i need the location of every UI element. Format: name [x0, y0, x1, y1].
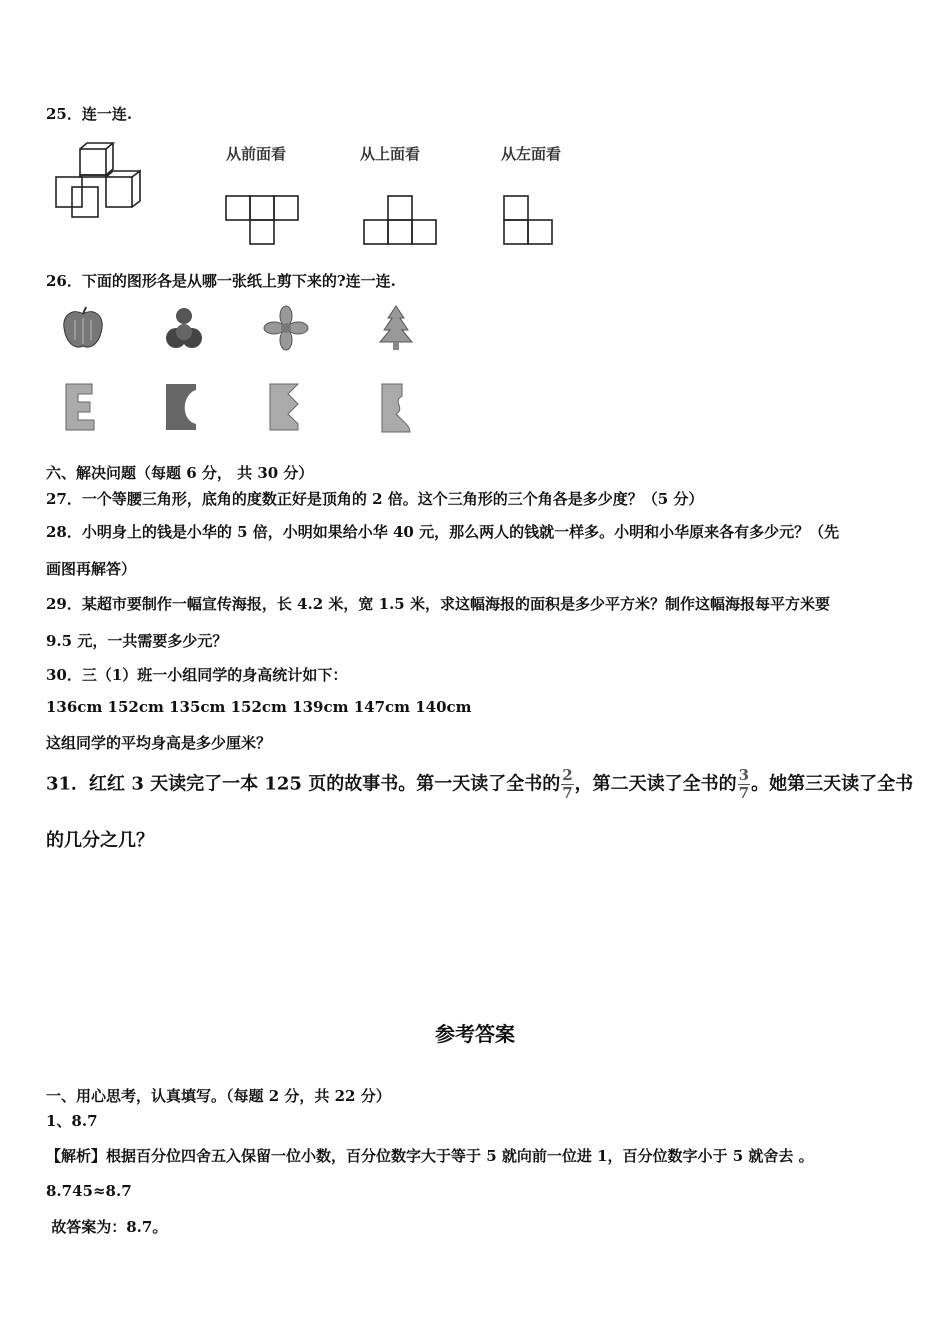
- fraction-three-sevenths: $\frac{3}{7}$: [738, 766, 750, 802]
- answer-final: 故答案为：8.7。: [46, 1218, 168, 1236]
- answer-item1: 1、8.7: [46, 1112, 98, 1130]
- q27-text: 27．一个等腰三角形，底角的度数正好是顶角的 2 倍。这个三角形的三个角各是多少度？（5 分）: [46, 490, 704, 508]
- answers-title: 参考答案: [435, 1022, 515, 1046]
- front-view-figure: [224, 194, 304, 246]
- q31-part2: ，第二天读了全书的: [574, 773, 737, 795]
- fraction-two-sevenths: $\frac{2}{7}$: [562, 766, 573, 802]
- q28-line2: 画图再解答）: [46, 560, 137, 578]
- tree-shape-icon: [374, 304, 418, 352]
- q28-line1: 28．小明身上的钱是小华的 5 倍，小明如果给小华 40 元，那么两人的钱就一样多。小明和小华原来各有多少元？（先: [46, 523, 840, 541]
- apple-shape-icon: [60, 306, 106, 352]
- view-label-top: 从上面看: [360, 145, 421, 163]
- view-label-left: 从左面看: [501, 145, 562, 163]
- q29-line1: 29．某超市要制作一幅宣传海报，长 4.2 米，宽 1.5 米，求这幅海报的面积是多少平方米？制作这幅海报每平方米要: [46, 595, 830, 613]
- answers-section1: 一、用心思考，认真填写。（每题 2 分，共 22 分）: [46, 1087, 391, 1105]
- q26-text: 26．下面的图形各是从哪一张纸上剪下来的?连一连.: [46, 272, 396, 290]
- cube-stack-figure: [50, 143, 150, 223]
- q31-line1: [46, 768, 913, 801]
- paper-cut-zigzag-icon: [268, 382, 302, 432]
- view-label-front: 从前面看: [226, 145, 287, 163]
- paper-cut-e-icon: [64, 382, 98, 432]
- q30-heights: 136cm 152cm 135cm 152cm 139cm 147cm 140cm: [46, 698, 472, 716]
- q31-part1: 31．红红 3 天读完了一本 125 页的故事书。第一天读了全书的: [46, 773, 561, 795]
- q31-line2: 的几分之几？: [46, 830, 154, 851]
- q29-line2: 9.5 元，一共需要多少元？: [46, 632, 228, 650]
- top-view-figure: [362, 194, 442, 246]
- answer-analysis: 【解析】根据百分位四舍五入保留一位小数，百分位数字大于等于 5 就向前一位进 1，百分位数字小于 5 就舍去 。: [46, 1147, 814, 1165]
- paper-cut-curve-icon: [380, 382, 414, 434]
- q25-text: 25．连一连.: [46, 105, 133, 123]
- answer-calc: 8.745≈8.7: [46, 1182, 132, 1200]
- flower-shape-icon: [264, 306, 308, 350]
- q31-part3: 。她第三天读了全书: [751, 773, 914, 795]
- paper-cut-c-icon: [164, 382, 198, 432]
- gourd-shape-icon: [164, 304, 204, 352]
- q30-line3: 这组同学的平均身高是多少厘米？: [46, 734, 272, 752]
- section6-heading: 六、解决问题（每题 6 分， 共 30 分）: [46, 464, 314, 482]
- left-view-figure: [502, 194, 562, 246]
- q30-line1: 30．三（1）班一小组同学的身高统计如下：: [46, 666, 348, 684]
